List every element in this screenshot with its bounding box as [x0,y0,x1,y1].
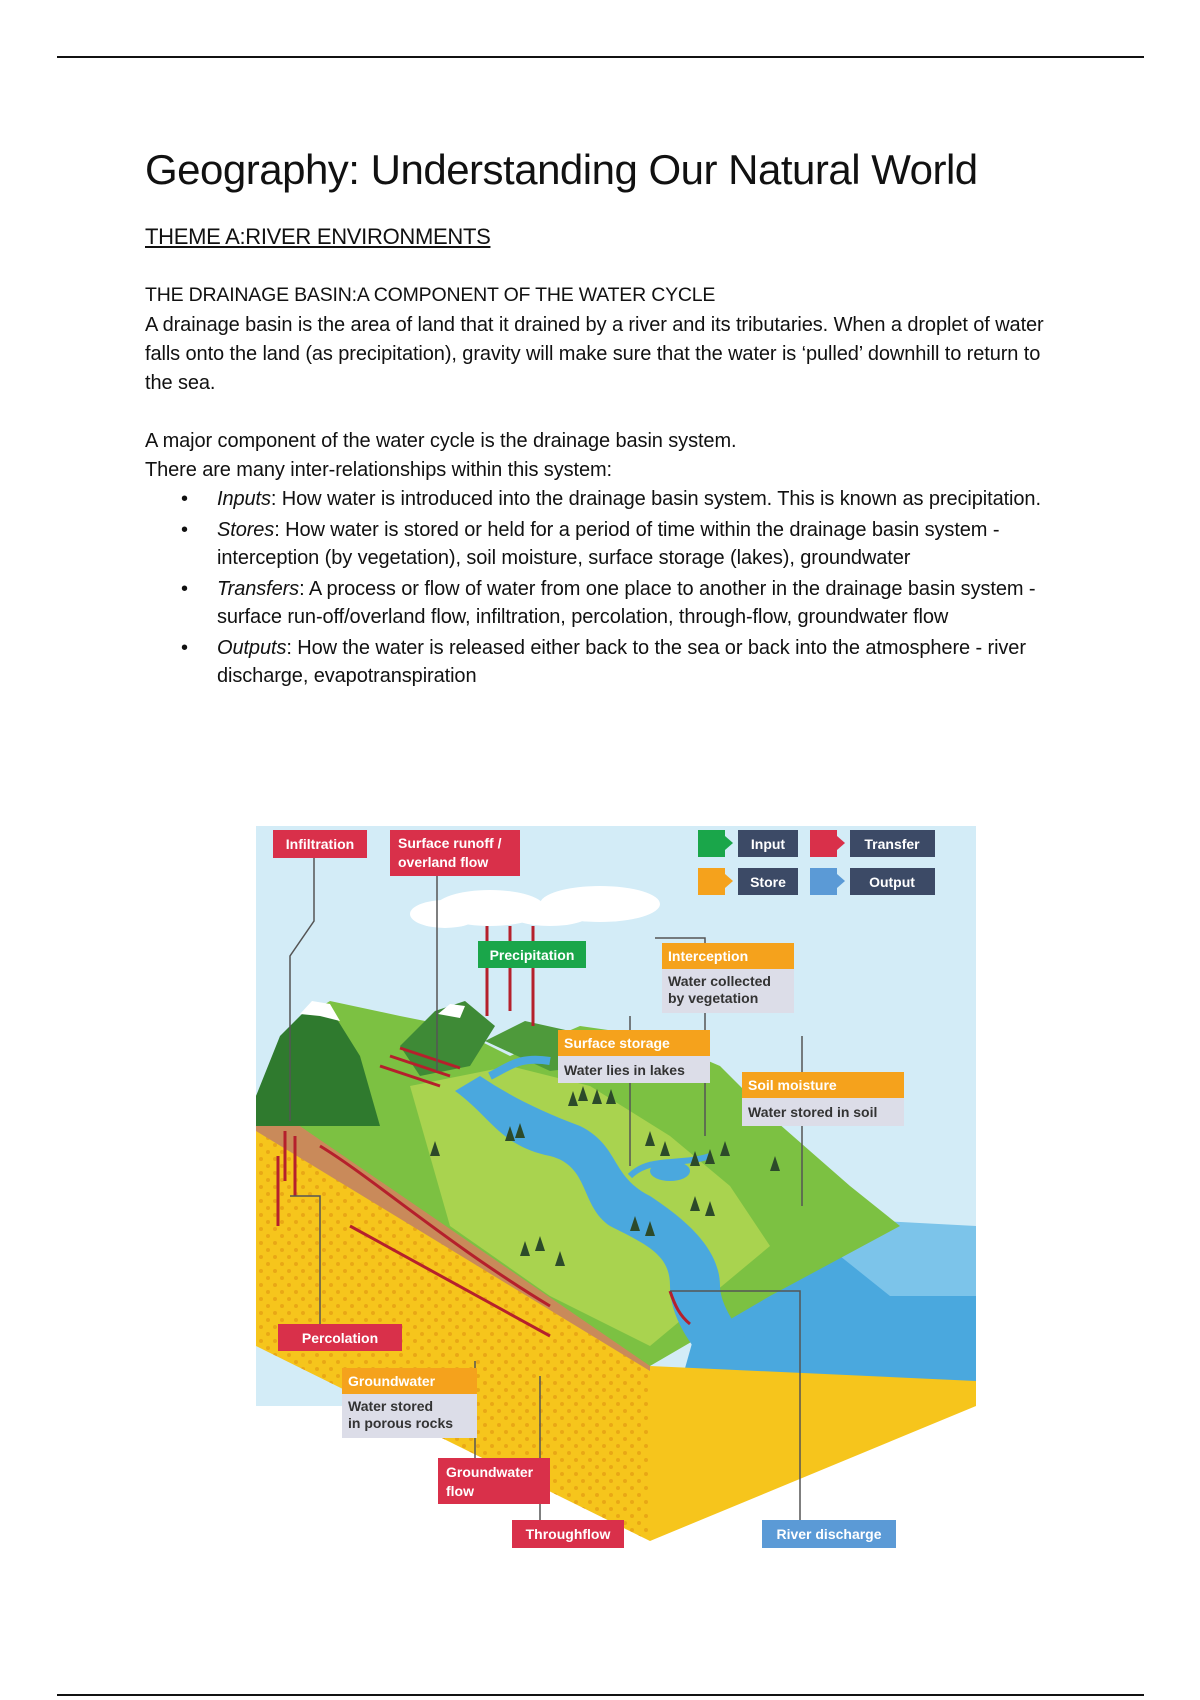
bullet-term: Stores [217,518,275,541]
document-body [145,146,1065,693]
legend-output-label: Output [869,874,915,890]
surface-runoff-label-1: Surface runoff / [398,835,502,851]
bullet-text: : A process or flow of water from one place to another in the drainage basin system - surface run-off/overland flow, infiltration, percolation, through-flow, groundwater flow [217,577,1036,628]
bullet-text: : How water is stored or held for a period of time within the drainage basin system - interception (by vegetation), soil moisture, surface storage (lakes), groundwater [217,518,1000,569]
surface-storage-desc: Water lies in lakes [564,1062,685,1078]
interception-label: Interception [668,948,749,964]
top-rule [57,56,1144,58]
precipitation-label: Precipitation [489,947,575,963]
rock-layer-right [650,1366,976,1541]
legend-store-label: Store [750,874,786,890]
groundwater-desc-2: in porous rocks [348,1415,454,1431]
bottom-rule [57,1694,1144,1696]
infiltration-label: Infiltration [285,836,355,852]
theme-heading: THEME A:RIVER ENVIRONMENTS [145,224,491,249]
section-heading: THE DRAINAGE BASIN:A COMPONENT OF THE WATER CYCLE [145,284,716,306]
bullet-outputs [217,634,1065,691]
drainage-basin-diagram [250,826,980,1551]
bullet-transfers [217,575,1065,632]
throughflow-label: Throughflow [525,1526,611,1542]
legend-input-label: Input [750,836,786,852]
soil-moisture-label: Soil moisture [748,1077,837,1093]
bullet-text: : How the water is released either back to the sea or back into the atmosphere - river discharge, evapotranspiration [217,636,1026,687]
soil-moisture-desc: Water stored in soil [748,1104,878,1120]
component-line: A major component of the water cycle is the drainage basin system. [145,430,737,452]
bullet-stores [217,516,1065,573]
system-bullet-list [145,485,1065,691]
interception-desc-2: by vegetation [668,990,759,1006]
bullet-text: : How water is introduced into the drainage basin system. This is known as precipitation. [270,488,1041,510]
groundwater-flow-label-1: Groundwater [446,1464,534,1480]
lake [650,1161,690,1181]
bullet-term: Outputs [217,636,287,659]
legend-transfer-label: Transfer [864,836,920,852]
bullet-term: Inputs [217,488,271,510]
bullet-term: Transfers [217,577,300,600]
relationships-line: There are many inter-relationships within this system: [145,459,613,481]
groundwater-desc-1: Water stored [348,1398,434,1414]
bullet-inputs [217,485,1065,514]
page-title: Geography: Understanding Our Natural World [145,146,978,193]
river-discharge-label: River discharge [776,1526,882,1542]
percolation-label: Percolation [301,1330,379,1346]
surface-runoff-label-2: overland flow [398,854,489,870]
groundwater-label: Groundwater [348,1373,436,1389]
interception-desc-1: Water collected [668,973,771,989]
groundwater-flow-label-2: flow [446,1483,474,1499]
surface-storage-label: Surface storage [564,1035,670,1051]
intro-paragraph: A drainage basin is the area of land that it drained by a river and its tributaries. When a droplet of water falls onto the land (as precipitation), gravity will make sure that the water is ‘pulled’ downhill to return to the sea. [145,314,1044,394]
